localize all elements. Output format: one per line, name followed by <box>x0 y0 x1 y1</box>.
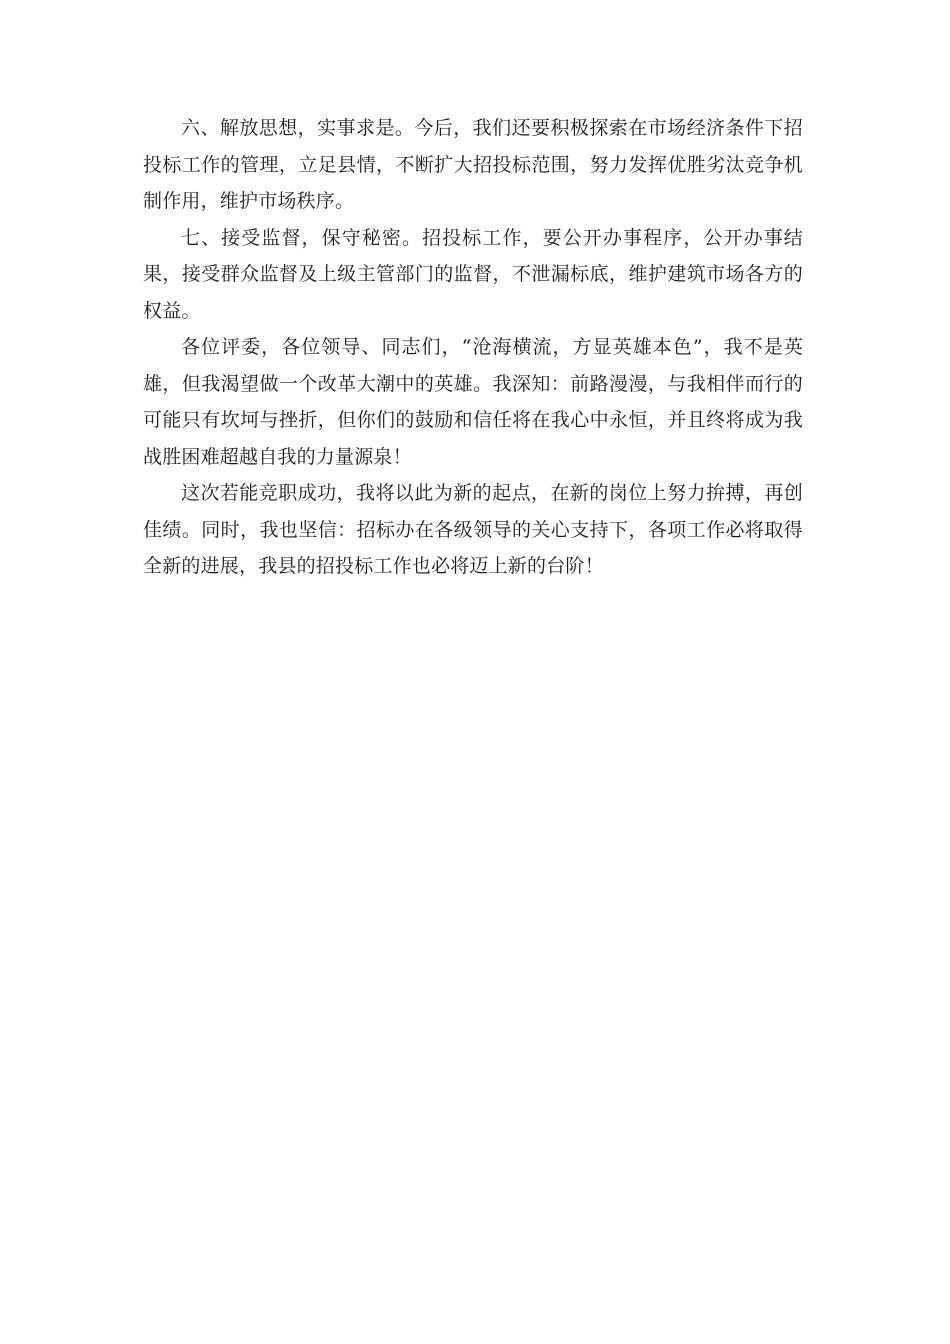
paragraph-closing: 这次若能竞职成功，我将以此为新的起点，在新的岗位上努力拚搏，再创佳绩。同时，我也坚信：招标办在各级领导的关心支持下，各项工作必将取得全新的进展，我县的招投标工作也必将迈上新的台阶！ <box>143 482 803 577</box>
paragraph-address: 各位评委，各位领导、同志们，“沧海横流，方显英雄本色”，我不是英雄，但我渴望做一个改革大潮中的英雄。我深知：前路漫漫，与我相伴而行的可能只有坎坷与挫折，但你们的鼓励和信任将在我心中永恒，并且终将成为我战胜困难超越自我的力量源泉！ <box>143 336 803 468</box>
document-body <box>143 110 803 585</box>
paragraph-six: 六、解放思想，实事求是。今后，我们还要积极探索在市场经济条件下招投标工作的管理，立足县情，不断扩大招投标范围，努力发挥优胜劣汰竞争机制作用，维护市场秩序。 <box>143 117 803 212</box>
paragraph-seven: 七、接受监督，保守秘密。招投标工作，要公开办事程序，公开办事结果，接受群众监督及上级主管部门的监督，不泄漏标底，维护建筑市场各方的权益。 <box>143 226 803 322</box>
